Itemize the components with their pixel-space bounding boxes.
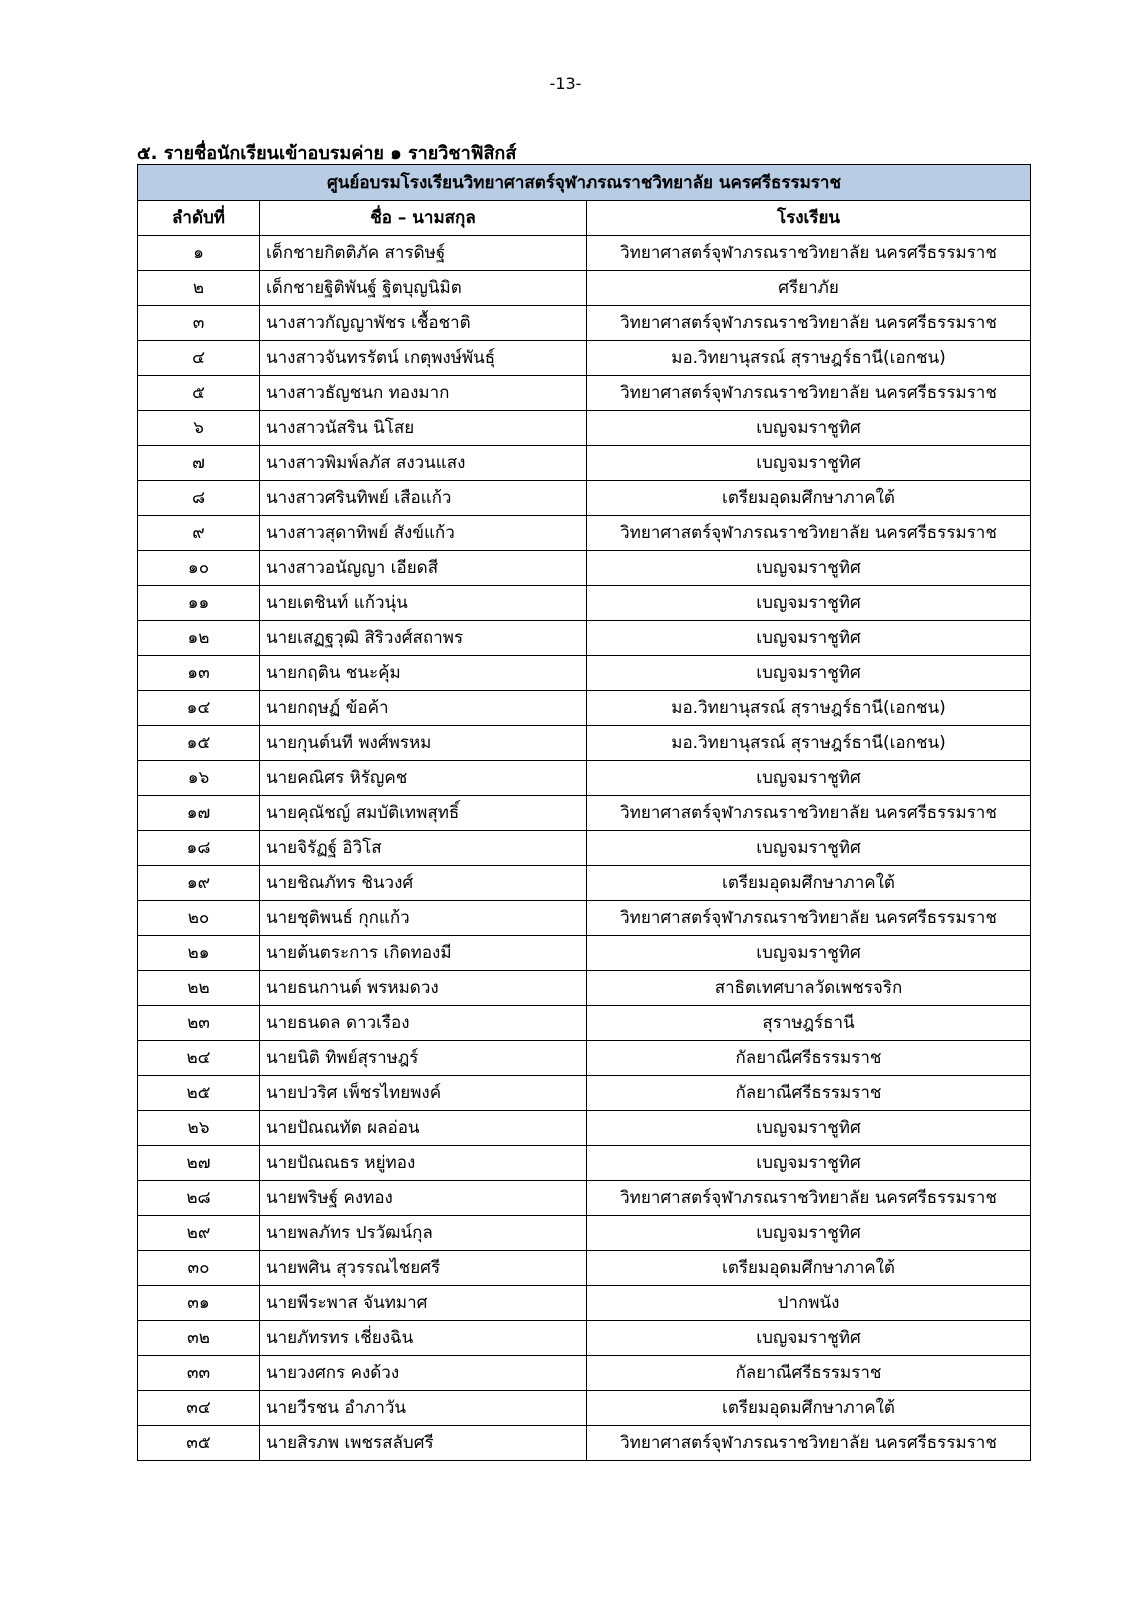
table-row: [138, 901, 1031, 936]
row-number: ๒๘: [138, 1181, 260, 1216]
school-name: เบญจมราชูทิศ: [587, 1146, 1031, 1181]
table-row: [138, 1181, 1031, 1216]
student-name: นายวีรชน อำภาวัน: [260, 1391, 587, 1426]
training-center-row: [138, 165, 1031, 201]
table-row: [138, 1391, 1031, 1426]
school-name: มอ.วิทยานุสรณ์ สุราษฎร์ธานี(เอกชน): [587, 726, 1031, 761]
school-name: เตรียมอุดมศึกษาภาคใต้: [587, 481, 1031, 516]
school-name: เตรียมอุดมศึกษาภาคใต้: [587, 866, 1031, 901]
school-name: ศรียาภัย: [587, 271, 1031, 306]
row-number: ๕: [138, 376, 260, 411]
student-name: นางสาวนัสริน นิโสย: [260, 411, 587, 446]
school-name: เบญจมราชูทิศ: [587, 936, 1031, 971]
table-row: [138, 1216, 1031, 1251]
table-row: [138, 551, 1031, 586]
row-number: ๒๖: [138, 1111, 260, 1146]
row-number: ๓๑: [138, 1286, 260, 1321]
table-row: [138, 691, 1031, 726]
roster-body: [138, 236, 1031, 1461]
table-row: [138, 1321, 1031, 1356]
table-row: [138, 1251, 1031, 1286]
school-name: เบญจมราชูทิศ: [587, 411, 1031, 446]
student-name: นายคุณัชญ์ สมบัติเทพสุทธิ์: [260, 796, 587, 831]
row-number: ๒๔: [138, 1041, 260, 1076]
school-name: เบญจมราชูทิศ: [587, 656, 1031, 691]
row-number: ๑๒: [138, 621, 260, 656]
table-row: [138, 516, 1031, 551]
student-name: นายพลภัทร ปรวัฒน์กุล: [260, 1216, 587, 1251]
row-number: ๓๔: [138, 1391, 260, 1426]
table-row: [138, 726, 1031, 761]
row-number: ๓๐: [138, 1251, 260, 1286]
school-name: เบญจมราชูทิศ: [587, 1216, 1031, 1251]
row-number: ๑๓: [138, 656, 260, 691]
row-number: ๑๐: [138, 551, 260, 586]
table-row: [138, 446, 1031, 481]
student-name: นางสาวจันทรรัตน์ เกตุพงษ์พันธุ์: [260, 341, 587, 376]
student-name: นายภัทรทร เชี่ยงฉิน: [260, 1321, 587, 1356]
student-name: นายนิติ ทิพย์สุราษฎร์: [260, 1041, 587, 1076]
school-name: กัลยาณีศรีธรรมราช: [587, 1041, 1031, 1076]
student-name: นายจิรัฏฐ์ อิวิโส: [260, 831, 587, 866]
table-row: [138, 796, 1031, 831]
student-name: นางสาวอนัญญา เอียดสี: [260, 551, 587, 586]
student-name: นายพีระพาส จันทมาศ: [260, 1286, 587, 1321]
school-name: สุราษฎร์ธานี: [587, 1006, 1031, 1041]
student-name: นายชิณภัทร ชินวงศ์: [260, 866, 587, 901]
table-row: [138, 1286, 1031, 1321]
row-number: ๑๑: [138, 586, 260, 621]
row-number: ๔: [138, 341, 260, 376]
school-name: เบญจมราชูทิศ: [587, 1321, 1031, 1356]
table-row: [138, 1111, 1031, 1146]
school-name: วิทยาศาสตร์จุฬาภรณราชวิทยาลัย นครศรีธรรมราช: [587, 236, 1031, 271]
student-name: นายกฤติน ชนะคุ้ม: [260, 656, 587, 691]
row-number: ๑๔: [138, 691, 260, 726]
school-name: เตรียมอุดมศึกษาภาคใต้: [587, 1251, 1031, 1286]
student-name: นายพริษฐ์ คงทอง: [260, 1181, 587, 1216]
row-number: ๑๘: [138, 831, 260, 866]
student-name: นายวงศกร คงด้วง: [260, 1356, 587, 1391]
table-row: [138, 621, 1031, 656]
student-name: นางสาวกัญญาพัชร เชื้อชาติ: [260, 306, 587, 341]
table-row: [138, 481, 1031, 516]
table-row: [138, 1041, 1031, 1076]
student-name: นายกุนต์นที พงศ์พรหม: [260, 726, 587, 761]
row-number: ๒๗: [138, 1146, 260, 1181]
table-row: [138, 411, 1031, 446]
table-row: [138, 306, 1031, 341]
table-row: [138, 831, 1031, 866]
table-row: [138, 1426, 1031, 1461]
student-name: นางสาวธัญชนก ทองมาก: [260, 376, 587, 411]
student-name: นายปวริศ เพ็ชรไทยพงค์: [260, 1076, 587, 1111]
student-name: นางสาวศรินทิพย์ เสือแก้ว: [260, 481, 587, 516]
school-name: วิทยาศาสตร์จุฬาภรณราชวิทยาลัย นครศรีธรรมราช: [587, 306, 1031, 341]
student-name: นางสาวสุดาทิพย์ สังข์แก้ว: [260, 516, 587, 551]
row-number: ๑๕: [138, 726, 260, 761]
column-header-school: โรงเรียน: [587, 201, 1031, 236]
table-row: [138, 761, 1031, 796]
row-number: ๒๑: [138, 936, 260, 971]
row-number: ๑๙: [138, 866, 260, 901]
school-name: กัลยาณีศรีธรรมราช: [587, 1076, 1031, 1111]
school-name: เตรียมอุดมศึกษาภาคใต้: [587, 1391, 1031, 1426]
school-name: เบญจมราชูทิศ: [587, 831, 1031, 866]
school-name: เบญจมราชูทิศ: [587, 551, 1031, 586]
row-number: ๒: [138, 271, 260, 306]
school-name: เบญจมราชูทิศ: [587, 1111, 1031, 1146]
school-name: กัลยาณีศรีธรรมราช: [587, 1356, 1031, 1391]
training-center-title: ศูนย์อบรมโรงเรียนวิทยาศาสตร์จุฬาภรณราชวิทยาลัย นครศรีธรรมราช: [138, 165, 1031, 201]
student-name: เด็กชายฐิติพันฐ์ ฐิตบุญนิมิต: [260, 271, 587, 306]
school-name: วิทยาศาสตร์จุฬาภรณราชวิทยาลัย นครศรีธรรมราช: [587, 796, 1031, 831]
section-heading: ๕. รายชื่อนักเรียนเข้าอบรมค่าย ๑ รายวิชาฟิสิกส์: [137, 143, 517, 164]
table-row: [138, 866, 1031, 901]
school-name: มอ.วิทยานุสรณ์ สุราษฎร์ธานี(เอกชน): [587, 691, 1031, 726]
row-number: ๓๓: [138, 1356, 260, 1391]
school-name: สาธิตเทศบาลวัดเพชรจริก: [587, 971, 1031, 1006]
student-name: นายต้นตระการ เกิดทองมี: [260, 936, 587, 971]
column-header-number: ลำดับที่: [138, 201, 260, 236]
page-number: -13-: [549, 74, 582, 93]
column-header-name: ชื่อ – นามสกุล: [260, 201, 587, 236]
student-name: เด็กชายกิตติภัค สารดิษฐ์: [260, 236, 587, 271]
row-number: ๓๕: [138, 1426, 260, 1461]
row-number: ๒๕: [138, 1076, 260, 1111]
table-row: [138, 1006, 1031, 1041]
row-number: ๒๙: [138, 1216, 260, 1251]
school-name: วิทยาศาสตร์จุฬาภรณราชวิทยาลัย นครศรีธรรมราช: [587, 516, 1031, 551]
student-name: นายคณิศร หิรัญคช: [260, 761, 587, 796]
row-number: ๒๐: [138, 901, 260, 936]
student-name: นายชุติพนธ์ กุกแก้ว: [260, 901, 587, 936]
student-name: นายธนดล ดาวเรือง: [260, 1006, 587, 1041]
student-name: นายกฤษฏ์ ข้อค้า: [260, 691, 587, 726]
school-name: เบญจมราชูทิศ: [587, 621, 1031, 656]
school-name: เบญจมราชูทิศ: [587, 761, 1031, 796]
row-number: ๑๖: [138, 761, 260, 796]
table-row: [138, 971, 1031, 1006]
table-row: [138, 1076, 1031, 1111]
row-number: ๒๒: [138, 971, 260, 1006]
school-name: วิทยาศาสตร์จุฬาภรณราชวิทยาลัย นครศรีธรรมราช: [587, 1426, 1031, 1461]
row-number: ๖: [138, 411, 260, 446]
student-name: นายพศิน สุวรรณไชยศรี: [260, 1251, 587, 1286]
table-row: [138, 341, 1031, 376]
table-row: [138, 656, 1031, 691]
school-name: มอ.วิทยานุสรณ์ สุราษฎร์ธานี(เอกชน): [587, 341, 1031, 376]
row-number: ๓: [138, 306, 260, 341]
student-name: นายสิรภพ เพชรสลับศรี: [260, 1426, 587, 1461]
row-number: ๑๗: [138, 796, 260, 831]
row-number: ๘: [138, 481, 260, 516]
row-number: ๗: [138, 446, 260, 481]
school-name: วิทยาศาสตร์จุฬาภรณราชวิทยาลัย นครศรีธรรมราช: [587, 901, 1031, 936]
school-name: เบญจมราชูทิศ: [587, 446, 1031, 481]
row-number: ๒๓: [138, 1006, 260, 1041]
row-number: ๙: [138, 516, 260, 551]
table-row: [138, 1356, 1031, 1391]
school-name: เบญจมราชูทิศ: [587, 586, 1031, 621]
student-name: นายปัณณธร หยู่ทอง: [260, 1146, 587, 1181]
student-name: นายธนกานต์ พรหมดวง: [260, 971, 587, 1006]
school-name: วิทยาศาสตร์จุฬาภรณราชวิทยาลัย นครศรีธรรมราช: [587, 376, 1031, 411]
table-row: [138, 236, 1031, 271]
student-name: นายเสฏฐวุฒิ สิริวงศ์สถาพร: [260, 621, 587, 656]
student-name: นางสาวพิมพ์ลภัส สงวนแสง: [260, 446, 587, 481]
table-row: [138, 376, 1031, 411]
table-row: [138, 1146, 1031, 1181]
school-name: วิทยาศาสตร์จุฬาภรณราชวิทยาลัย นครศรีธรรมราช: [587, 1181, 1031, 1216]
table-row: [138, 936, 1031, 971]
student-name: นายปัณณทัต ผลอ่อน: [260, 1111, 587, 1146]
student-name: นายเตชินท์ แก้วนุ่น: [260, 586, 587, 621]
student-roster-table: [137, 164, 1031, 1461]
school-name: ปากพนัง: [587, 1286, 1031, 1321]
table-row: [138, 586, 1031, 621]
row-number: ๓๒: [138, 1321, 260, 1356]
table-row: [138, 271, 1031, 306]
row-number: ๑: [138, 236, 260, 271]
column-header-row: [138, 201, 1031, 236]
